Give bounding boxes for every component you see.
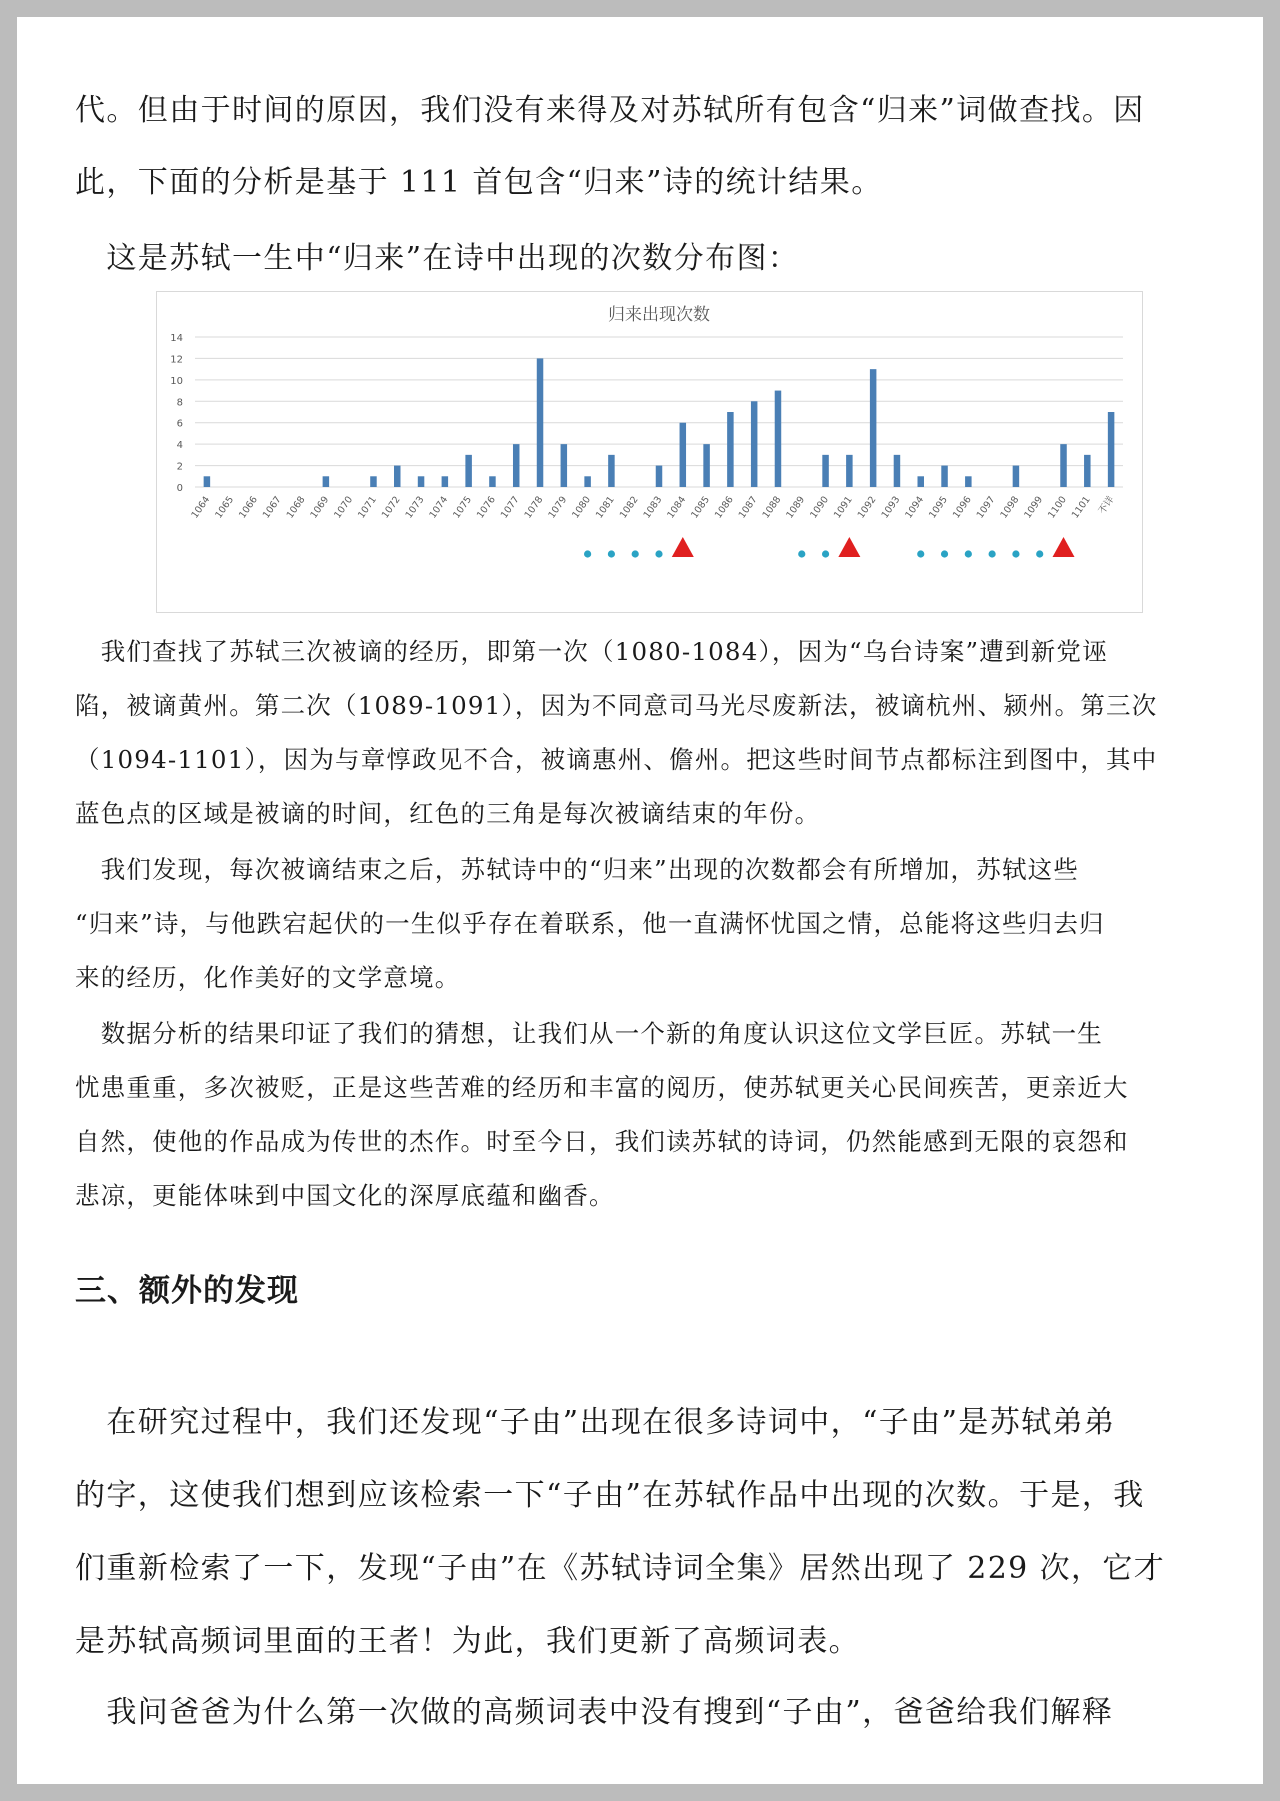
body-line: “归来”诗，与他跌宕起伏的一生似乎存在着联系，他一直满怀忧国之情，总能将这些归去归 — [75, 909, 1105, 938]
body-line: 我们查找了苏轼三次被谪的经历，即第一次（1080-1084），因为“乌台诗案”遭到新党诬 — [75, 637, 1108, 666]
bar — [680, 423, 687, 487]
x-tick-label: 1084 — [665, 494, 689, 521]
paragraph-line: 这是苏轼一生中“归来”在诗中出现的次数分布图： — [75, 241, 800, 276]
bar — [394, 466, 401, 487]
y-tick-label: 0 — [176, 483, 183, 494]
body-line: 陷，被谪黄州。第二次（1089-1091），因为不同意司马光尽废新法，被谪杭州、颍州。第三次 — [75, 691, 1158, 720]
paragraph-line: 是苏轼高频词里面的王者！为此，我们更新了高频词表。 — [75, 1624, 860, 1659]
x-tick-label: 1101 — [1069, 494, 1093, 521]
bar — [751, 401, 758, 487]
x-tick-label: 1064 — [189, 494, 213, 521]
x-tick-label: 1074 — [427, 494, 451, 521]
bar — [442, 476, 449, 487]
x-tick-label: 1078 — [522, 494, 546, 521]
body-line: 忧患重重，多次被贬，正是这些苦难的经历和丰富的阅历，使苏轼更关心民间疾苦，更亲近大 — [75, 1073, 1129, 1102]
x-tick-label: 1097 — [974, 494, 998, 521]
exile-marker-dot — [584, 550, 591, 557]
paragraph-line: 代。但由于时间的原因，我们没有来得及对苏轼所有包含“归来”词做查找。因 — [75, 93, 1145, 128]
bar — [608, 455, 615, 487]
bar — [941, 466, 948, 487]
x-tick-label: 1099 — [1022, 494, 1046, 521]
x-tick-label: 1098 — [998, 494, 1022, 521]
x-tick-label: 1088 — [760, 494, 784, 521]
bar — [561, 444, 568, 487]
bar — [656, 466, 663, 487]
bar — [1108, 412, 1115, 487]
x-tick-label: 1086 — [712, 494, 736, 521]
x-tick-label: 1091 — [831, 494, 855, 521]
bar — [370, 476, 377, 487]
x-tick-label: 1081 — [593, 494, 617, 521]
body-line: 我们发现，每次被谪结束之后，苏轼诗中的“归来”出现的次数都会有所增加，苏轼这些 — [75, 855, 1080, 884]
x-tick-label: 1071 — [356, 494, 379, 521]
bar — [822, 455, 829, 487]
x-tick-label: 1090 — [808, 494, 832, 521]
bar — [584, 476, 591, 487]
x-tick-label: 1065 — [213, 494, 237, 521]
paragraph-line: 我问爸爸为什么第一次做的高频词表中没有搜到“子由”，爸爸给我们解释 — [75, 1695, 1114, 1730]
return-marker-triangle — [838, 537, 860, 557]
body-line: 自然，使他的作品成为传世的杰作。时至今日，我们读苏轼的诗词，仍然能感到无限的哀怨和 — [75, 1127, 1129, 1156]
bar — [1013, 466, 1020, 487]
x-tick-label: 1072 — [379, 494, 403, 521]
x-tick-label: 1066 — [237, 494, 260, 521]
body-line: 来的经历，化作美好的文学意境。 — [75, 963, 461, 992]
paragraph-line: 的字，这使我们想到应该检索一下“子由”在苏轼作品中出现的次数。于是，我 — [75, 1478, 1145, 1513]
y-tick-label: 8 — [176, 397, 183, 409]
y-tick-label: 4 — [176, 440, 183, 452]
bar — [917, 476, 924, 487]
body-line: 悲凉，更能体味到中国文化的深厚底蕴和幽香。 — [75, 1181, 615, 1210]
bar-chart — [156, 291, 1143, 613]
bar — [323, 476, 330, 487]
x-tick-label: 1089 — [784, 494, 808, 521]
bar — [775, 391, 782, 487]
paragraph-line: 们重新检索了一下，发现“子由”在《苏轼诗词全集》居然出现了 229 次，它才 — [75, 1551, 1166, 1586]
bar — [894, 455, 901, 487]
x-tick-label: 1094 — [903, 494, 927, 521]
x-tick-label: 1073 — [403, 494, 427, 521]
exile-marker-dot — [632, 550, 639, 557]
x-tick-label: 1067 — [260, 494, 284, 521]
exile-marker-dot — [655, 550, 662, 557]
bar — [965, 476, 972, 487]
bar — [465, 455, 472, 487]
x-tick-label: 1092 — [855, 494, 879, 521]
x-tick-label: 1079 — [546, 494, 570, 521]
chart-title: 归来出现次数 — [608, 305, 710, 325]
x-tick-label: 1070 — [332, 494, 356, 521]
bar — [703, 444, 710, 487]
bar — [727, 412, 734, 487]
body-line: （1094-1101），因为与章惇政见不合，被谪惠州、儋州。把这些时间节点都标注到图中，其中 — [75, 745, 1158, 774]
document-page — [17, 17, 1263, 1784]
paragraph-line: 此，下面的分析是基于 111 首包含“归来”诗的统计结果。 — [75, 165, 883, 200]
x-tick-label: 1093 — [879, 494, 903, 521]
x-tick-label: 1077 — [498, 494, 522, 521]
x-tick-label: 1100 — [1046, 494, 1069, 521]
x-tick-label: 1082 — [617, 494, 641, 521]
x-tick-label: 1080 — [570, 494, 594, 521]
paragraph-line: 在研究过程中，我们还发现“子由”出现在很多诗词中，“子由”是苏轼弟弟 — [75, 1405, 1116, 1440]
exile-marker-dot — [1036, 550, 1043, 557]
x-tick-label: 1095 — [927, 494, 950, 521]
exile-marker-dot — [798, 550, 805, 557]
exile-marker-dot — [989, 550, 996, 557]
exile-marker-dot — [822, 550, 829, 557]
bar — [1084, 455, 1091, 487]
body-line: 数据分析的结果印证了我们的猜想，让我们从一个新的角度认识这位文学巨匠。苏轼一生 — [75, 1019, 1103, 1048]
x-tick-label: 不详 — [1096, 494, 1117, 517]
x-tick-label: 1076 — [475, 494, 498, 521]
x-tick-label: 1069 — [308, 494, 332, 521]
bar — [846, 455, 853, 487]
bar — [537, 358, 544, 487]
bar — [418, 476, 425, 487]
x-tick-label: 1096 — [950, 494, 974, 521]
y-tick-label: 14 — [170, 333, 183, 344]
bar — [1060, 444, 1067, 487]
y-tick-label: 6 — [176, 418, 183, 430]
exile-marker-dot — [917, 550, 924, 557]
section-heading: 三、额外的发现 — [75, 1273, 299, 1309]
exile-marker-dot — [941, 550, 948, 557]
exile-marker-dot — [1012, 550, 1019, 557]
bar — [870, 369, 877, 487]
bar — [489, 476, 496, 487]
exile-marker-dot — [608, 550, 615, 557]
x-tick-label: 1087 — [736, 494, 760, 521]
y-tick-label: 10 — [170, 375, 183, 387]
return-marker-triangle — [672, 537, 694, 557]
bar — [513, 444, 520, 487]
y-tick-label: 2 — [176, 461, 183, 473]
bar — [204, 476, 211, 487]
x-tick-label: 1083 — [641, 494, 665, 521]
x-tick-label: 1085 — [689, 494, 713, 521]
body-line: 蓝色点的区域是被谪的时间，红色的三角是每次被谪结束的年份。 — [75, 799, 821, 828]
x-tick-label: 1068 — [284, 494, 308, 521]
y-tick-label: 12 — [170, 354, 183, 366]
x-tick-label: 1075 — [451, 494, 475, 521]
return-marker-triangle — [1053, 537, 1075, 557]
exile-marker-dot — [965, 550, 972, 557]
bar-chart-svg — [157, 292, 1142, 612]
